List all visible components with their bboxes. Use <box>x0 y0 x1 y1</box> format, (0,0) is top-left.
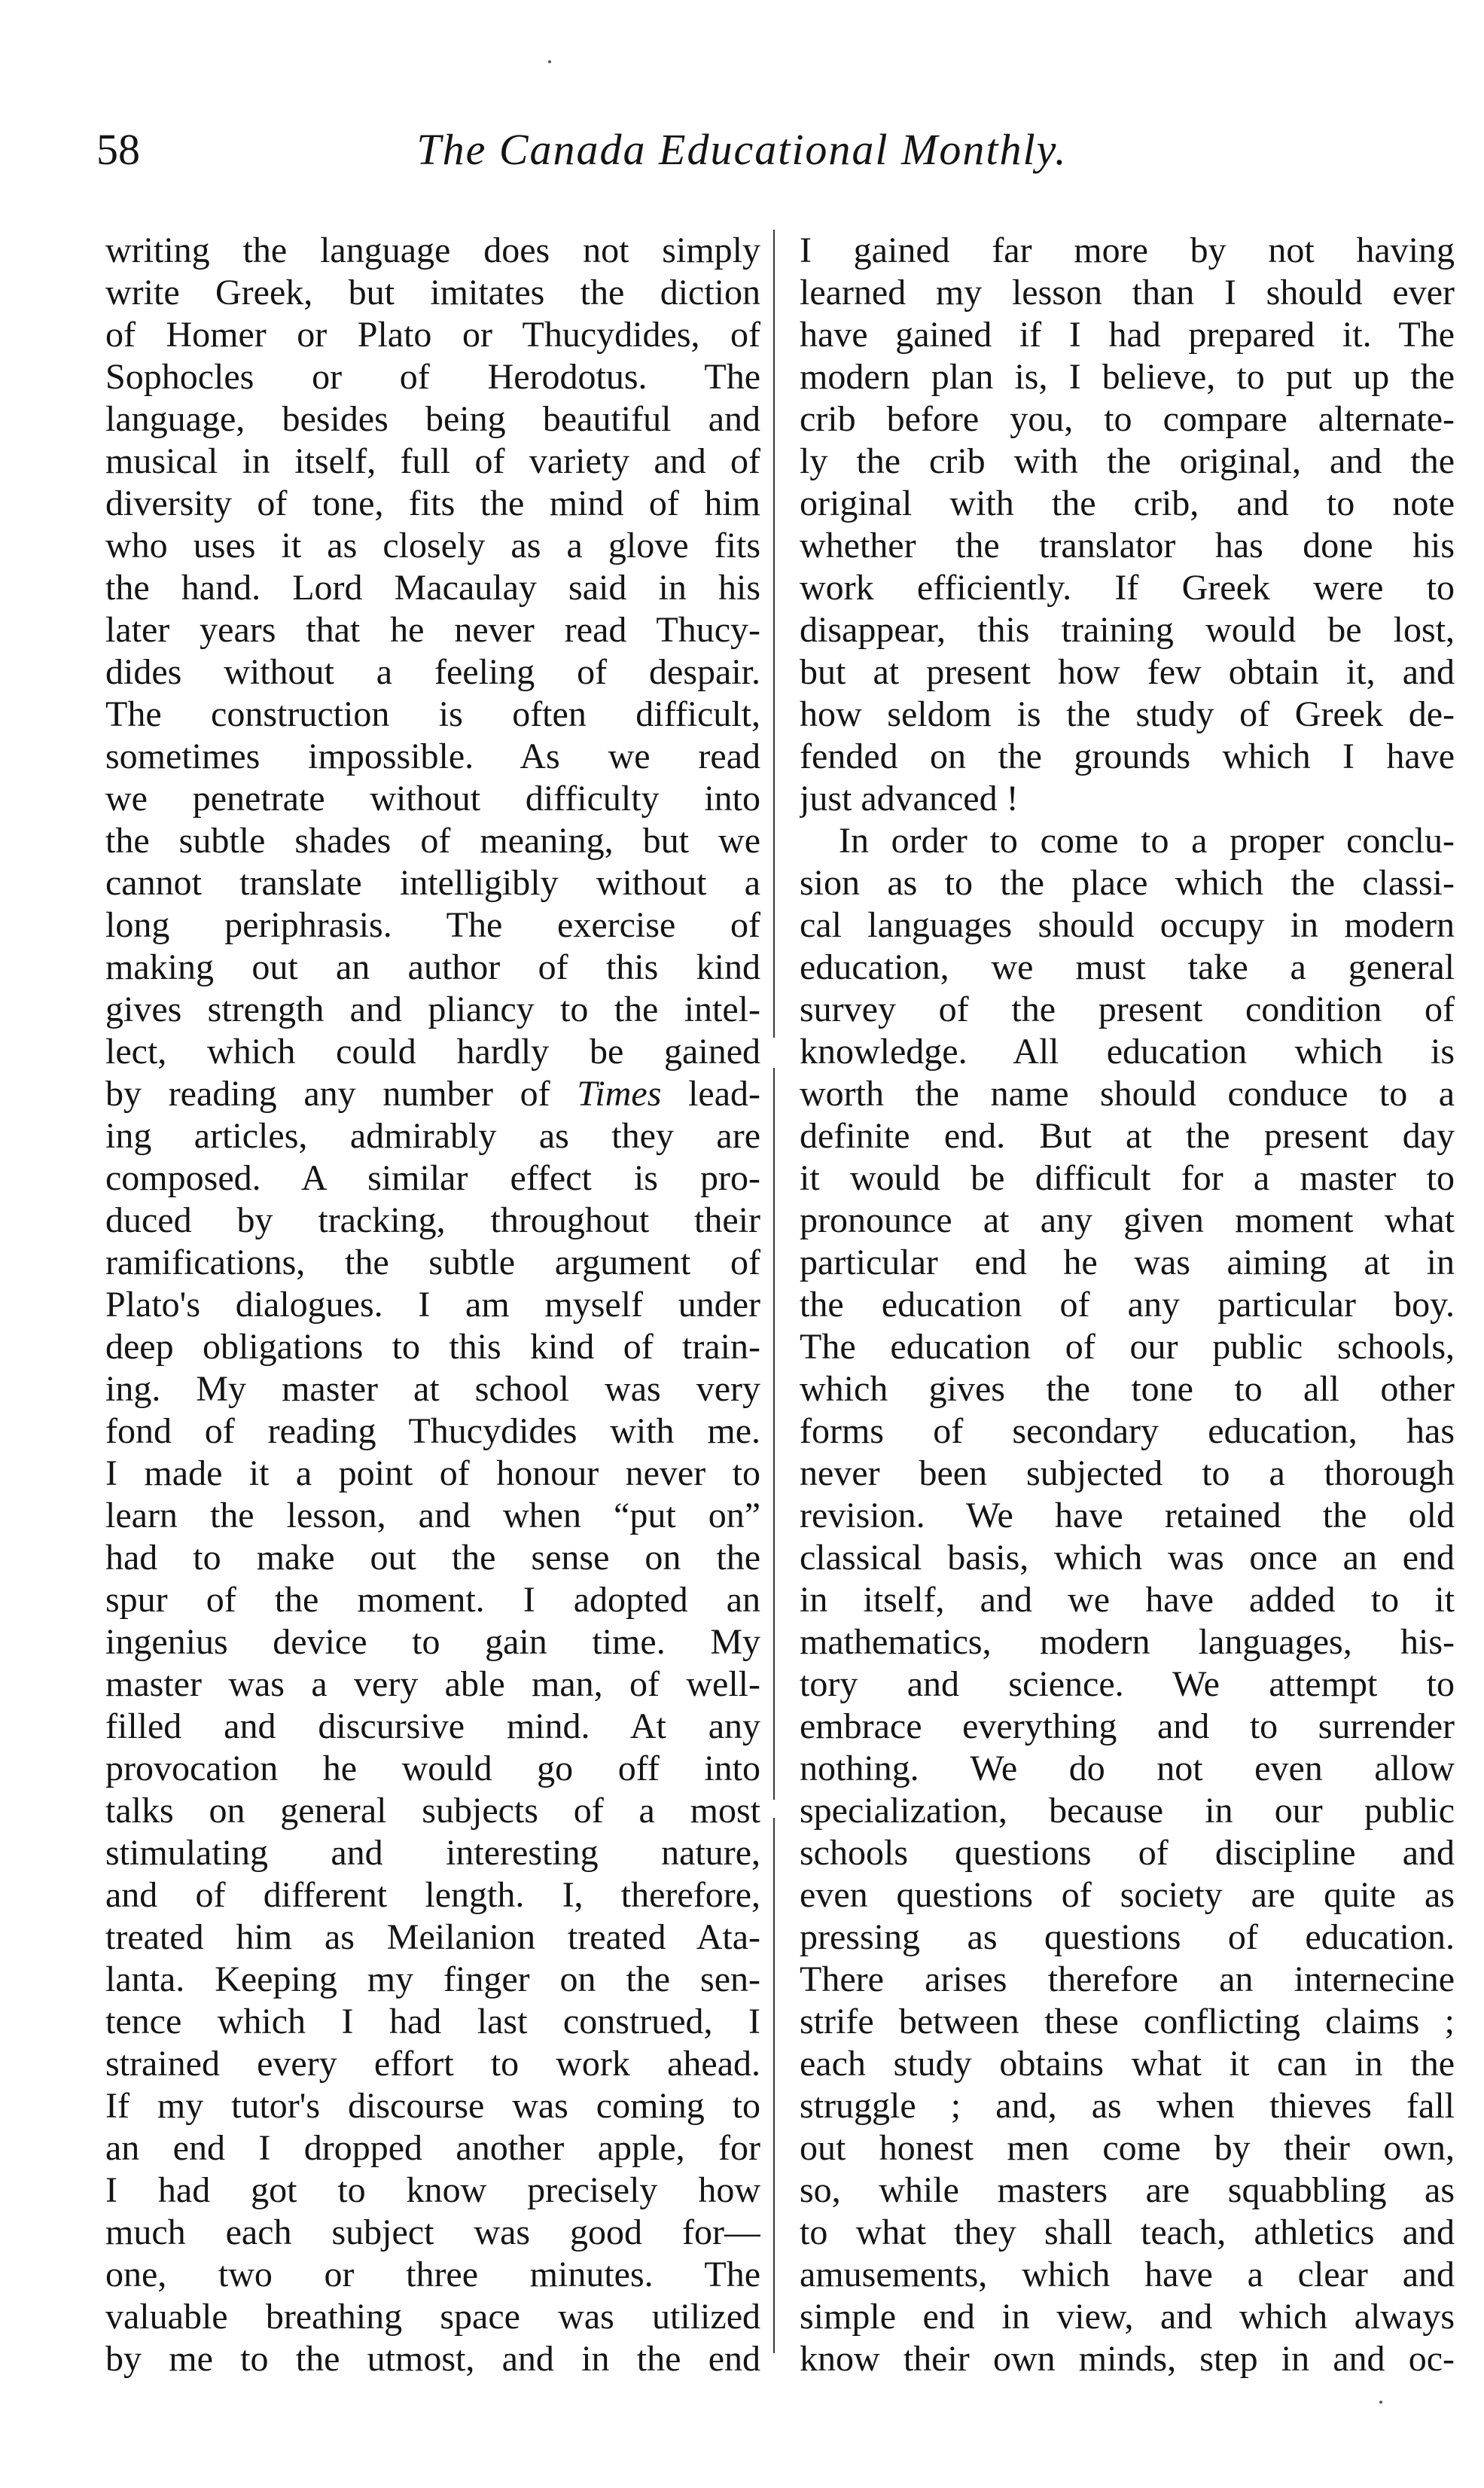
text-line: definite end. But at the present day <box>800 1116 1455 1156</box>
text-line: fond of reading Thucydides with me. <box>105 1411 760 1451</box>
text-line: by me to the utmost, and in the end <box>105 2339 760 2379</box>
text-line: fended on the grounds which I have <box>800 736 1455 776</box>
text-line: ingenius device to gain time. My <box>105 1622 760 1662</box>
text-line: lect, which could hardly be gained <box>105 1032 760 1072</box>
text-line: deep obligations to this kind of train- <box>105 1327 760 1367</box>
text-line: ly the crib with the original, and the <box>800 441 1455 481</box>
text-line: The education of our public schools, <box>800 1327 1455 1367</box>
text-line: embrace everything and to surrender <box>800 1706 1455 1746</box>
text-line: schools questions of discipline and <box>800 1833 1455 1873</box>
text-line: strained every effort to work ahead. <box>105 2044 760 2084</box>
text-line: in itself, and we have added to it <box>800 1580 1455 1620</box>
text-line: tory and science. We attempt to <box>800 1664 1455 1704</box>
text-line: treated him as Meilanion treated Ata- <box>105 1917 760 1957</box>
text-line: spur of the moment. I adopted an <box>105 1580 760 1620</box>
text-line: the subtle shades of meaning, but we <box>105 821 760 861</box>
text-line: forms of secondary education, has <box>800 1411 1455 1451</box>
stray-mark <box>548 60 551 63</box>
text-line: long periphrasis. The exercise of <box>105 905 760 945</box>
text-line: just advanced ! <box>800 779 1019 819</box>
text-line: work efficiently. If Greek were to <box>800 568 1455 608</box>
text-line: duced by tracking, throughout their <box>105 1200 760 1240</box>
text-line: by reading any number of Times lead- <box>105 1074 760 1114</box>
left-column <box>105 230 760 2380</box>
text-line: gives strength and pliancy to the intel- <box>105 989 760 1029</box>
text-line: and of different length. I, therefore, <box>105 1875 760 1915</box>
page-number: 58 <box>96 125 140 174</box>
text-line: whether the translator has done his <box>800 526 1455 566</box>
text-line: the education of any particular boy. <box>800 1285 1455 1325</box>
text-line: survey of the present condition of <box>800 989 1455 1029</box>
text-line: particular end he was aiming at in <box>800 1242 1455 1282</box>
text-line: much each subject was good for— <box>105 2212 760 2252</box>
text-line: an end I dropped another apple, for <box>105 2128 760 2168</box>
text-line: In order to come to a proper conclu- <box>839 821 1455 861</box>
text-line: each study obtains what it can in the <box>800 2044 1455 2084</box>
text-line: knowledge. All education which is <box>800 1032 1455 1072</box>
text-line: of Homer or Plato or Thucydides, of <box>105 315 760 355</box>
text-line: education, we must take a general <box>800 947 1455 987</box>
text-line: which gives the tone to all other <box>800 1369 1455 1409</box>
text-line: The construction is often difficult, <box>105 694 760 734</box>
text-line: so, while masters are squabbling as <box>800 2170 1455 2210</box>
text-line: tence which I had last construed, I <box>105 2002 760 2041</box>
text-line: modern plan is, I believe, to put up the <box>800 357 1455 397</box>
text-line: know their own minds, step in and oc- <box>800 2339 1455 2379</box>
text-line: writing the language does not simply <box>105 230 760 270</box>
text-line: diversity of tone, fits the mind of him <box>105 483 760 523</box>
text-line: Plato's dialogues. I am myself under <box>105 1285 760 1325</box>
text-line: worth the name should conduce to a <box>800 1074 1455 1114</box>
text-line: pronounce at any given moment what <box>800 1200 1455 1240</box>
text-line: struggle ; and, as when thieves fall <box>800 2086 1455 2126</box>
text-line: crib before you, to compare alternate- <box>800 399 1455 439</box>
text-line: had to make out the sense on the <box>105 1538 760 1578</box>
text-line: out honest men come by their own, <box>800 2128 1455 2168</box>
column-rule <box>773 230 775 2353</box>
text-line: classical basis, which was once an end <box>800 1538 1455 1578</box>
text-line: later years that he never read Thucy- <box>105 610 760 650</box>
text-line: how seldom is the study of Greek de- <box>800 694 1455 734</box>
text-line: musical in itself, full of variety and of <box>105 441 760 481</box>
text-line: revision. We have retained the old <box>800 1496 1455 1535</box>
text-line: provocation he would go off into <box>105 1749 760 1788</box>
column-rule-gap <box>768 1800 780 1818</box>
text-line: ramifications, the subtle argument of <box>105 1242 760 1282</box>
column-rule-gap <box>768 1038 780 1068</box>
text-line: master was a very able man, of well- <box>105 1664 760 1704</box>
text-line: but at present how few obtain it, and <box>800 652 1455 692</box>
text-line: valuable breathing space was utilized <box>105 2297 760 2337</box>
running-title: The Canada Educational Monthly. <box>416 125 1068 174</box>
text-line: I made it a point of honour never to <box>105 1453 760 1493</box>
text-line: amusements, which have a clear and <box>800 2255 1455 2294</box>
text-line: There arises therefore an internecine <box>800 1959 1455 1999</box>
text-line: cal languages should occupy in modern <box>800 905 1455 945</box>
text-line: I had got to know precisely how <box>105 2170 760 2210</box>
text-line: talks on general subjects of a most <box>105 1791 760 1831</box>
text-line: lanta. Keeping my finger on the sen- <box>105 1959 760 1999</box>
text-line: cannot translate intelligibly without a <box>105 863 760 903</box>
text-line: to what they shall teach, athletics and <box>800 2212 1455 2252</box>
italic-word: Times <box>577 1074 662 1114</box>
text-line: language, besides being beautiful and <box>105 399 760 439</box>
text-line: mathematics, modern languages, his- <box>800 1622 1455 1662</box>
text-line: have gained if I had prepared it. The <box>800 315 1455 355</box>
text-line: specialization, because in our public <box>800 1791 1455 1831</box>
text-line: the hand. Lord Macaulay said in his <box>105 568 760 608</box>
text-line: sion as to the place which the classi- <box>800 863 1455 903</box>
text-line: Sophocles or of Herodotus. The <box>105 357 760 397</box>
text-line: who uses it as closely as a glove fits <box>105 526 760 566</box>
text-line: making out an author of this kind <box>105 947 760 987</box>
text-line: nothing. We do not even allow <box>800 1749 1455 1788</box>
text-line: ing articles, admirably as they are <box>105 1116 760 1156</box>
text-line: original with the crib, and to note <box>800 483 1455 523</box>
text-line: it would be difficult for a master to <box>800 1158 1455 1198</box>
text-line: If my tutor's discourse was coming to <box>105 2086 760 2126</box>
text-line: learned my lesson than I should ever <box>800 273 1455 313</box>
text-line: one, two or three minutes. The <box>105 2255 760 2294</box>
text-line: never been subjected to a thorough <box>800 1453 1455 1493</box>
text-line: sometimes impossible. As we read <box>105 736 760 776</box>
text-line: dides without a feeling of despair. <box>105 652 760 692</box>
text-line: filled and discursive mind. At any <box>105 1706 760 1746</box>
text-line: pressing as questions of education. <box>800 1917 1455 1957</box>
text-line: stimulating and interesting nature, <box>105 1833 760 1873</box>
stray-mark <box>1379 2401 1382 2404</box>
text-line: simple end in view, and which always <box>800 2297 1455 2337</box>
right-column <box>800 230 1455 2380</box>
text-line: strife between these conflicting claims ; <box>800 2002 1455 2041</box>
text-line: even questions of society are quite as <box>800 1875 1455 1915</box>
text-line: ing. My master at school was very <box>105 1369 760 1409</box>
text-line: disappear, this training would be lost, <box>800 610 1455 650</box>
text-line: I gained far more by not having <box>800 230 1455 270</box>
text-line: write Greek, but imitates the diction <box>105 273 760 313</box>
text-line: composed. A similar effect is pro- <box>105 1158 760 1198</box>
text-line: learn the lesson, and when “put on” <box>105 1496 760 1535</box>
text-line: we penetrate without difficulty into <box>105 779 760 819</box>
